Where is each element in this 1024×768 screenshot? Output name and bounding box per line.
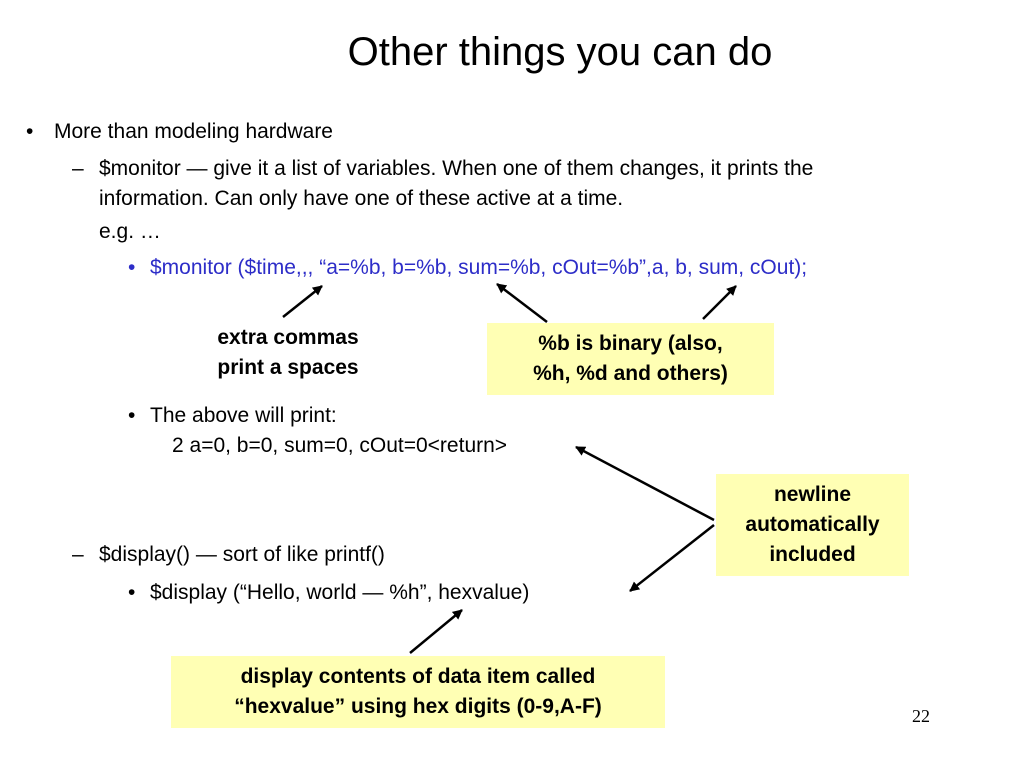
bullet-text-modeling: More than modeling hardware — [54, 120, 333, 143]
display-example-code: $display (“Hello, world — %h”, hexvalue) — [150, 581, 530, 604]
arrow-binary-left — [497, 284, 547, 322]
will-print-line2: 2 a=0, b=0, sum=0, cOut=0<return> — [172, 434, 508, 457]
callout-line: extra commas — [217, 326, 359, 349]
bullet-marker: • — [128, 256, 136, 279]
bullet-marker: • — [26, 120, 34, 143]
display-text: $display() — sort of like printf() — [99, 543, 385, 566]
callout-line: newline — [773, 483, 852, 506]
will-print-line1: The above will print: — [150, 404, 337, 427]
arrow-hexvalue — [410, 610, 462, 653]
callout-line: “hexvalue” using hex digits (0-9,A-F) — [234, 695, 602, 718]
monitor-line2: information. Can only have one of these active at a time. — [99, 187, 624, 210]
dash-marker: – — [72, 157, 84, 180]
dash-marker: – — [72, 543, 84, 566]
bullet-marker: • — [128, 581, 136, 604]
callout-line: print a spaces — [217, 356, 359, 379]
arrow-binary-right — [703, 286, 736, 319]
callout-line: %b is binary (also, — [538, 332, 723, 355]
callout-line: included — [769, 543, 856, 566]
bullet-marker: • — [128, 404, 136, 427]
callout-line: display contents of data item called — [240, 665, 596, 688]
callout-line: %h, %d and others) — [533, 362, 728, 385]
monitor-line1: $monitor — give it a list of variables. When one of them changes, it prints the — [99, 157, 814, 180]
arrow-commas — [283, 286, 322, 317]
slide-title: Other things you can do — [347, 30, 773, 74]
page-number: 22 — [912, 706, 930, 726]
callout-line: automatically — [745, 513, 880, 536]
monitor-line3: e.g. … — [99, 220, 161, 243]
arrow-newline-upper — [576, 447, 714, 520]
monitor-example-code: $monitor ($time,,, “a=%b, b=%b, sum=%b, cOut=%b”,a, b, sum, cOut); — [150, 256, 808, 279]
arrow-newline-lower — [630, 525, 714, 591]
